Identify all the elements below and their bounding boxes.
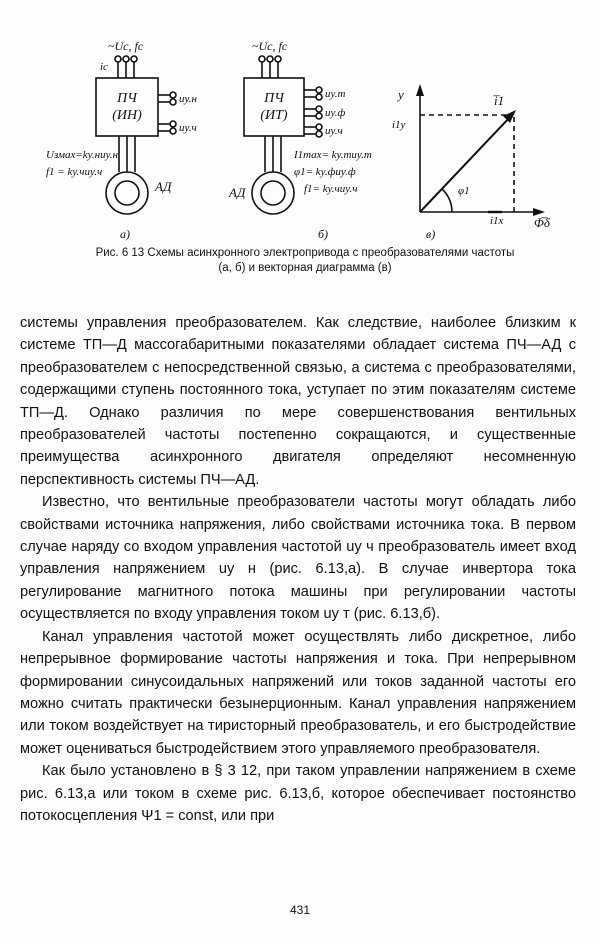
equation-b2: φ1= kу.фuу.ф xyxy=(294,166,356,178)
projection-y-label: i1y xyxy=(392,119,406,131)
angle-label: φ1 xyxy=(458,185,470,197)
input-freq-a: uу.ч xyxy=(179,122,197,134)
axis-y-label: y xyxy=(398,87,404,102)
converter-block-b xyxy=(244,78,304,136)
input-b3: uу.ч xyxy=(325,125,343,137)
equation-a1: Uзмаx=kу.нuу.н xyxy=(46,149,118,161)
block-a-bottom: (ИН) xyxy=(112,108,142,123)
paragraph-2: Известно, что вентильные преобразователи частоты могут обладать либо свойствами источника напряжения, либо свойствами источника тока. В первом случае наряду со входом управления частотой uу ч преобразователь имеет вход управления напряжением uу н (рис. 6.13,а). В случае инвертора тока регулирование магнитного потока машины при регулировании частоты осуществляется по входу управления током uу т (рис. 6.13,б). xyxy=(20,494,576,623)
current-vector xyxy=(420,116,511,212)
tag-b: б) xyxy=(318,227,329,241)
motor-b xyxy=(252,172,294,214)
supply-label-a: ~Uс, fс xyxy=(108,39,144,53)
body-text xyxy=(20,312,576,827)
paragraph-1: системы управления преобразователем. Как следствие, наиболее близким к системе ТП—Д массогабаритными показателями обладает система ПЧ—АД с преобразователем с непосредственной связью, а система с преобразователями, содержащими ступень постоянного тока, уступает по этим показателям системе ТП—Д. Однако различия по мере совершенствования вентильных преобразователей частоты постепенно сокращаются, и существенные преимущества асинхронного двигателя определяют несомненную перспективность системы ПЧ—АД. xyxy=(20,315,576,488)
vector-label: i̅1 xyxy=(494,93,505,108)
tag-a: а) xyxy=(120,227,130,241)
equation-b3: f1= kу.чuу.ч xyxy=(304,183,358,195)
flux-label: Φ̅δ xyxy=(534,215,550,230)
figure-caption xyxy=(40,246,570,276)
input-voltage-a: uу.н xyxy=(179,93,197,105)
input-b2: uу.ф xyxy=(325,107,346,119)
equation-b1: I1max= kу.тuу.т xyxy=(294,149,372,161)
current-label-a: iс xyxy=(100,61,108,73)
motor-label-a: АД xyxy=(155,179,172,194)
block-b-bottom: (ИТ) xyxy=(260,108,288,123)
converter-block-a xyxy=(96,78,158,136)
page-number: 431 xyxy=(289,903,311,917)
block-a-top: ПЧ xyxy=(117,91,137,106)
paragraph-4: Как было установлено в § 3 12, при таком управлении напряжением в схеме рис. 6.13,а или током в схеме рис. 6.13,б, которое обеспечивает постоянство потокосцепления Ψ1 = const, или при xyxy=(20,763,576,824)
input-b1: uу.т xyxy=(325,88,346,100)
motor-label-b: АД xyxy=(229,185,246,200)
equation-a2: f1 = kу.чuу.ч xyxy=(46,166,103,178)
block-b-top: ПЧ xyxy=(264,91,284,106)
paragraph-3: Канал управления частотой может осуществлять либо дискретное, либо непрерывное формирование частоты напряжения и тока. При непрерывном формировании синусоидальных напряжений или токов заданной частоты его можно считать практически безынерционным. Канал управления напряжением или током воздействует на тиристорный преобразователь, и его быстродействие может оцениваться быстродействием этого управляемого преобразователя. xyxy=(20,628,576,757)
projection-x-label: i1x xyxy=(490,215,504,227)
tag-c: в) xyxy=(426,227,436,241)
caption-line-2: (а, б) и векторная диаграмма (в) xyxy=(218,262,392,274)
motor-a xyxy=(106,172,148,214)
supply-label-b: ~Uс, fс xyxy=(252,39,288,53)
caption-line-1: Рис. 6 13 Схемы асинхронного электропривода с преобразователями частоты xyxy=(95,247,515,259)
